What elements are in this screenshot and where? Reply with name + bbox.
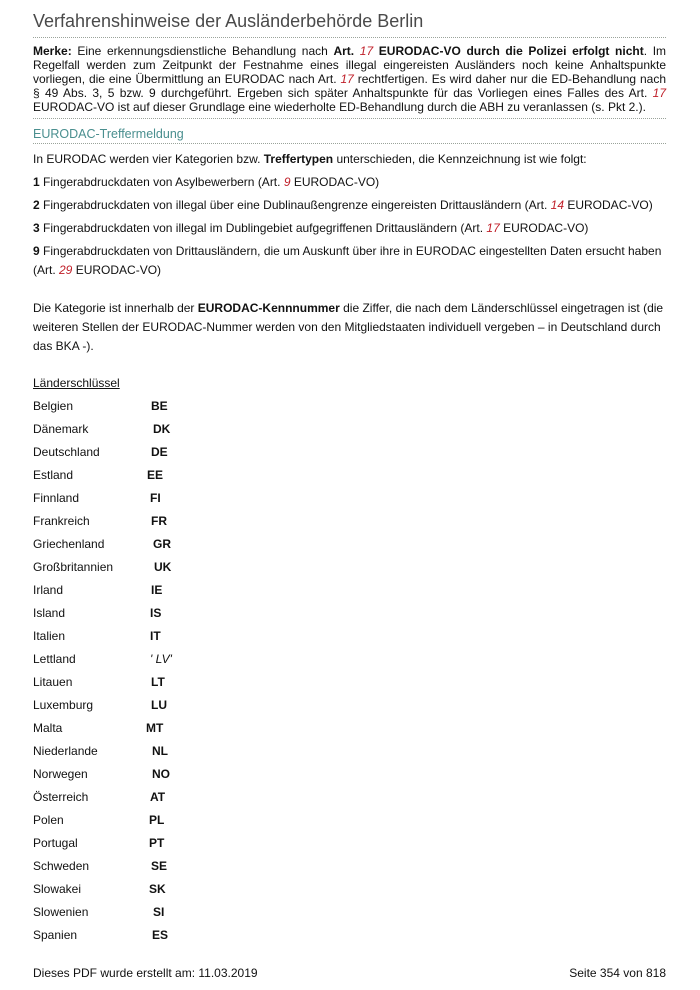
country-row bbox=[33, 560, 333, 578]
category-item bbox=[33, 196, 666, 215]
country-row bbox=[33, 468, 333, 486]
country-name: Spanien bbox=[33, 928, 78, 942]
country-row bbox=[33, 629, 333, 647]
merke-art: Art. bbox=[333, 44, 360, 58]
country-row bbox=[33, 859, 333, 877]
country-name: Island bbox=[33, 606, 66, 620]
page-title: Verfahrenshinweise der Ausländerbehörde Berlin bbox=[33, 11, 666, 38]
country-code: LT bbox=[151, 675, 165, 689]
country-row bbox=[33, 928, 333, 946]
intro-emphasis: Treffertypen bbox=[263, 152, 334, 166]
category-text: Fingerabdruckdaten von illegal über eine Dublinaußengrenze eingereisten Drittausländern (Art. bbox=[39, 198, 551, 212]
merke-label: Merke: bbox=[33, 44, 72, 58]
country-code: DK bbox=[153, 422, 171, 436]
country-name: Slowakei bbox=[33, 882, 82, 896]
country-code: AT bbox=[150, 790, 166, 804]
country-row bbox=[33, 675, 333, 693]
country-code: GR bbox=[153, 537, 171, 551]
kat-text: die Ziffer, die nach dem Länderschlüssel eingetragen ist (die weiteren Stellen der EURODAC-Nummer werden von den Mitgliedstaaten individuell vergeben – in Deutschland durch das BKA -). bbox=[33, 301, 664, 353]
countries-heading: Länderschlüssel bbox=[33, 376, 120, 390]
country-row bbox=[33, 606, 333, 624]
country-code: EE bbox=[147, 468, 164, 482]
country-name: Niederlande bbox=[33, 744, 98, 758]
merke-text: . Im Regelfall werden zum Zeitpunkt der Festnahme eines illegal eingereisten Ausländers noch keine Anhaltspunkte vorliegen, die eine Übermittlung an EURODAC nach Art. bbox=[33, 44, 667, 86]
country-row bbox=[33, 836, 333, 854]
category-item bbox=[33, 173, 666, 192]
country-code: ' LV' bbox=[150, 652, 172, 666]
country-name: Estland bbox=[33, 468, 74, 482]
category-number: 3 bbox=[33, 221, 40, 235]
country-code: IS bbox=[150, 606, 162, 620]
merke-text: rechtfertigen. Es wird daher nur die ED-Behandlung nach § 49 Abs. 3, 5 bzw. 9 durchgeführt. Ergeben sich später Anhaltspunkte für das Vorliegen eines Falles des Art. bbox=[33, 72, 666, 100]
country-code: DE bbox=[151, 445, 168, 459]
merke-text: Eine erkennungsdienstliche Behandlung nach bbox=[71, 44, 334, 58]
category-text: EURODAC-VO) bbox=[564, 198, 653, 212]
country-row bbox=[33, 767, 333, 785]
category-item bbox=[33, 219, 666, 238]
category-number: 2 bbox=[33, 198, 40, 212]
intro-text: In EURODAC werden vier Kategorien bzw. bbox=[33, 152, 264, 166]
article-number: 17 bbox=[652, 86, 666, 100]
country-row bbox=[33, 422, 333, 440]
category-item bbox=[33, 242, 666, 280]
article-number: 14 bbox=[550, 198, 565, 212]
country-code: PT bbox=[149, 836, 165, 850]
category-text: Fingerabdruckdaten von illegal im Dublingebiet aufgegriffenen Drittausländern (Art. bbox=[39, 221, 487, 235]
country-row bbox=[33, 721, 333, 739]
category-text: EURODAC-VO) bbox=[499, 221, 589, 235]
article-number: 17 bbox=[359, 44, 374, 58]
country-name: Schweden bbox=[33, 859, 90, 873]
country-name: Polen bbox=[33, 813, 64, 827]
article-number: 9 bbox=[283, 175, 291, 189]
intro-text: unterschieden, die Kennzeichnung ist wie folgt: bbox=[333, 152, 587, 166]
country-name: Österreich bbox=[33, 790, 89, 804]
country-row bbox=[33, 445, 333, 463]
country-name: Malta bbox=[33, 721, 63, 735]
country-row bbox=[33, 514, 333, 532]
category-text: EURODAC-VO) bbox=[290, 175, 380, 189]
country-code: FI bbox=[150, 491, 161, 505]
country-code: IT bbox=[150, 629, 161, 643]
country-name: Großbritannien bbox=[33, 560, 114, 574]
country-name: Portugal bbox=[33, 836, 78, 850]
kat-text: Die Kategorie ist innerhalb der bbox=[33, 301, 198, 315]
country-name: Luxemburg bbox=[33, 698, 94, 712]
country-code: NL bbox=[152, 744, 168, 758]
country-row bbox=[33, 790, 333, 808]
page-footer bbox=[33, 966, 666, 980]
country-row bbox=[33, 399, 333, 417]
kat-emphasis: EURODAC-Kennnummer bbox=[197, 301, 340, 315]
article-number: 29 bbox=[59, 263, 73, 277]
country-code: BE bbox=[151, 399, 168, 413]
category-text: Fingerabdruckdaten von Drittausländern, die um Auskunft über ihre in EURODAC eingestellten Daten ersucht haben (Art. bbox=[33, 244, 662, 277]
category-text: EURODAC-VO) bbox=[72, 263, 162, 277]
category-text: Fingerabdruckdaten von Asylbewerbern (Art. bbox=[39, 175, 284, 189]
category-number: 1 bbox=[33, 175, 40, 189]
country-row bbox=[33, 813, 333, 831]
country-row bbox=[33, 905, 333, 923]
country-code: IE bbox=[151, 583, 163, 597]
country-code: MT bbox=[146, 721, 164, 735]
country-name: Deutschland bbox=[33, 445, 100, 459]
article-number: 17 bbox=[340, 72, 354, 86]
country-row bbox=[33, 882, 333, 900]
country-name: Finnland bbox=[33, 491, 80, 505]
country-name: Litauen bbox=[33, 675, 73, 689]
country-name: Dänemark bbox=[33, 422, 89, 436]
country-name: Lettland bbox=[33, 652, 76, 666]
country-row bbox=[33, 491, 333, 509]
country-name: Frankreich bbox=[33, 514, 90, 528]
country-row bbox=[33, 583, 333, 601]
category-explanation bbox=[33, 299, 666, 356]
country-row bbox=[33, 744, 333, 762]
article-number: 17 bbox=[486, 221, 500, 235]
country-row bbox=[33, 698, 333, 716]
country-code: SK bbox=[149, 882, 166, 896]
country-code: UK bbox=[154, 560, 172, 574]
merke-text: EURODAC-VO ist auf dieser Grundlage eine wiederholte ED-Behandlung durch die ABH zu veranlassen (s. Pkt 2.). bbox=[33, 100, 646, 114]
country-name: Slowenien bbox=[33, 905, 89, 919]
country-row bbox=[33, 652, 333, 670]
country-name: Italien bbox=[33, 629, 66, 643]
country-row bbox=[33, 537, 333, 555]
country-code: LU bbox=[151, 698, 167, 712]
footer-created: Dieses PDF wurde erstellt am: 11.03.2019 bbox=[33, 966, 258, 980]
country-code: PL bbox=[149, 813, 165, 827]
merke-paragraph bbox=[33, 44, 666, 119]
country-code: SE bbox=[151, 859, 168, 873]
intro-paragraph bbox=[33, 150, 666, 169]
country-code: NO bbox=[152, 767, 170, 781]
country-code: SI bbox=[153, 905, 165, 919]
country-name: Belgien bbox=[33, 399, 74, 413]
country-name: Irland bbox=[33, 583, 64, 597]
country-name: Norwegen bbox=[33, 767, 88, 781]
merke-emphasis: EURODAC-VO durch die Polizei erfolgt nicht bbox=[373, 44, 644, 58]
country-code: ES bbox=[152, 928, 169, 942]
country-code: FR bbox=[151, 514, 167, 528]
category-number: 9 bbox=[33, 244, 40, 258]
country-name: Griechenland bbox=[33, 537, 105, 551]
section-heading: EURODAC-Treffermeldung bbox=[33, 127, 666, 144]
footer-page-number: Seite 354 von 818 bbox=[569, 966, 666, 980]
